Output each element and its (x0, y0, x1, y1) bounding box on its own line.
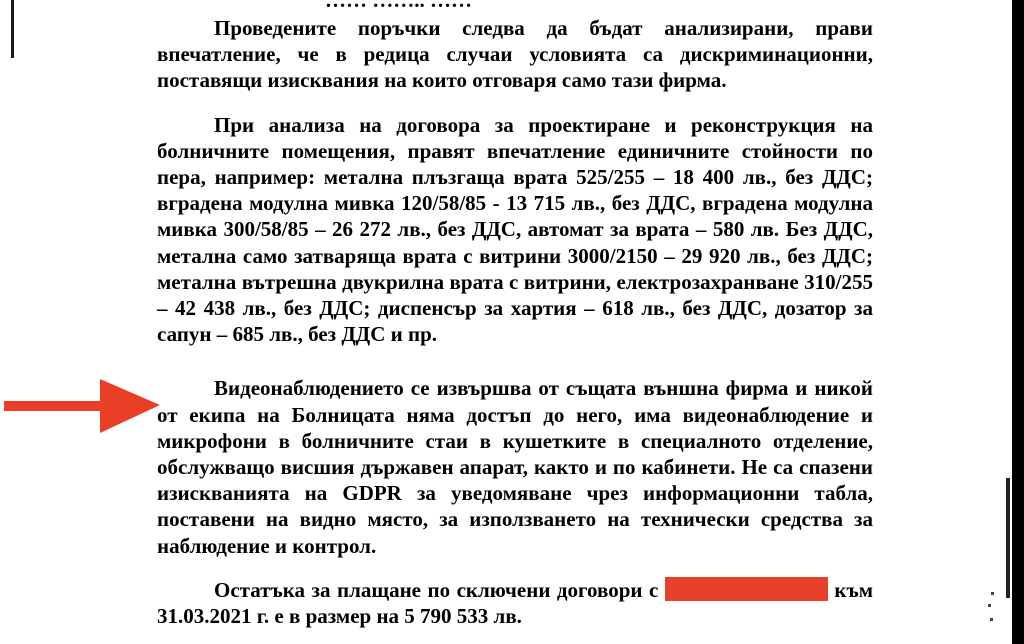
scan-speck (990, 618, 993, 621)
scan-speck (991, 592, 994, 595)
paragraph-procurement: Проведените поръчки следва да бъдат анализирани, прави впечатление, че в редица случаи условията са дискриминационни, поставящи изисквания на които отговаря само тази фирма. (157, 16, 873, 93)
paragraph-remaining-payment (157, 577, 873, 629)
scan-speck (988, 604, 991, 607)
scan-right-edge-inner (1006, 478, 1010, 598)
paragraph-video-surveillance: Видеонаблюдението се извършва от същата външна фирма и никой от екипа на Болницата няма достъп до него, има видеонаблюдение и микрофони в болничните стаи в кушетките в специалното отделение, обслужващо висшия държавен апарат, както и по кабинети. Не са спазени изискванията на GDPR за уведомяване чрез информационни табла, поставени на видно място, за използването на технически средства за наблюдение и контрол. (157, 376, 873, 558)
redaction-bar (665, 577, 828, 601)
cut-off-header-line: …… …….. …… (325, 0, 472, 12)
scan-right-edge (1012, 0, 1024, 644)
paragraph-contract-analysis: При анализа на договора за проектиране и реконструкция на болничните помещения, правят впечатление единичните стойности по пера, например: метална плъзгаща врата 525/255 – 18 400 лв., без ДДС; вградена модулна мивка 120/58/85 - 13 715 лв., без ДДС, вградена модулна мивка 300/58/85 – 26 272 лв., без ДДС, автомат за врата – 580 лв. Без ДДС, метална само затваряща врата с витрини 3000/2150 – 29 920 лв., без ДДС; метална вътрешна двукрилна врата с витрини, електрозахранване 310/255 – 42 438 лв., без ДДС; диспенсър за хартия – 618 лв., без ДДС, дозатор за сапун – 685 лв., без ДДС и пр. (157, 112, 873, 347)
remaining-payment-text-end: към 31.03.2021 г. е в размер на 5 790 533 лв. (157, 577, 874, 629)
document-page (157, 10, 873, 629)
scan-left-edge (11, 0, 14, 58)
remaining-payment-text-start: Остатъка за плащане по сключени договори с (214, 577, 659, 602)
